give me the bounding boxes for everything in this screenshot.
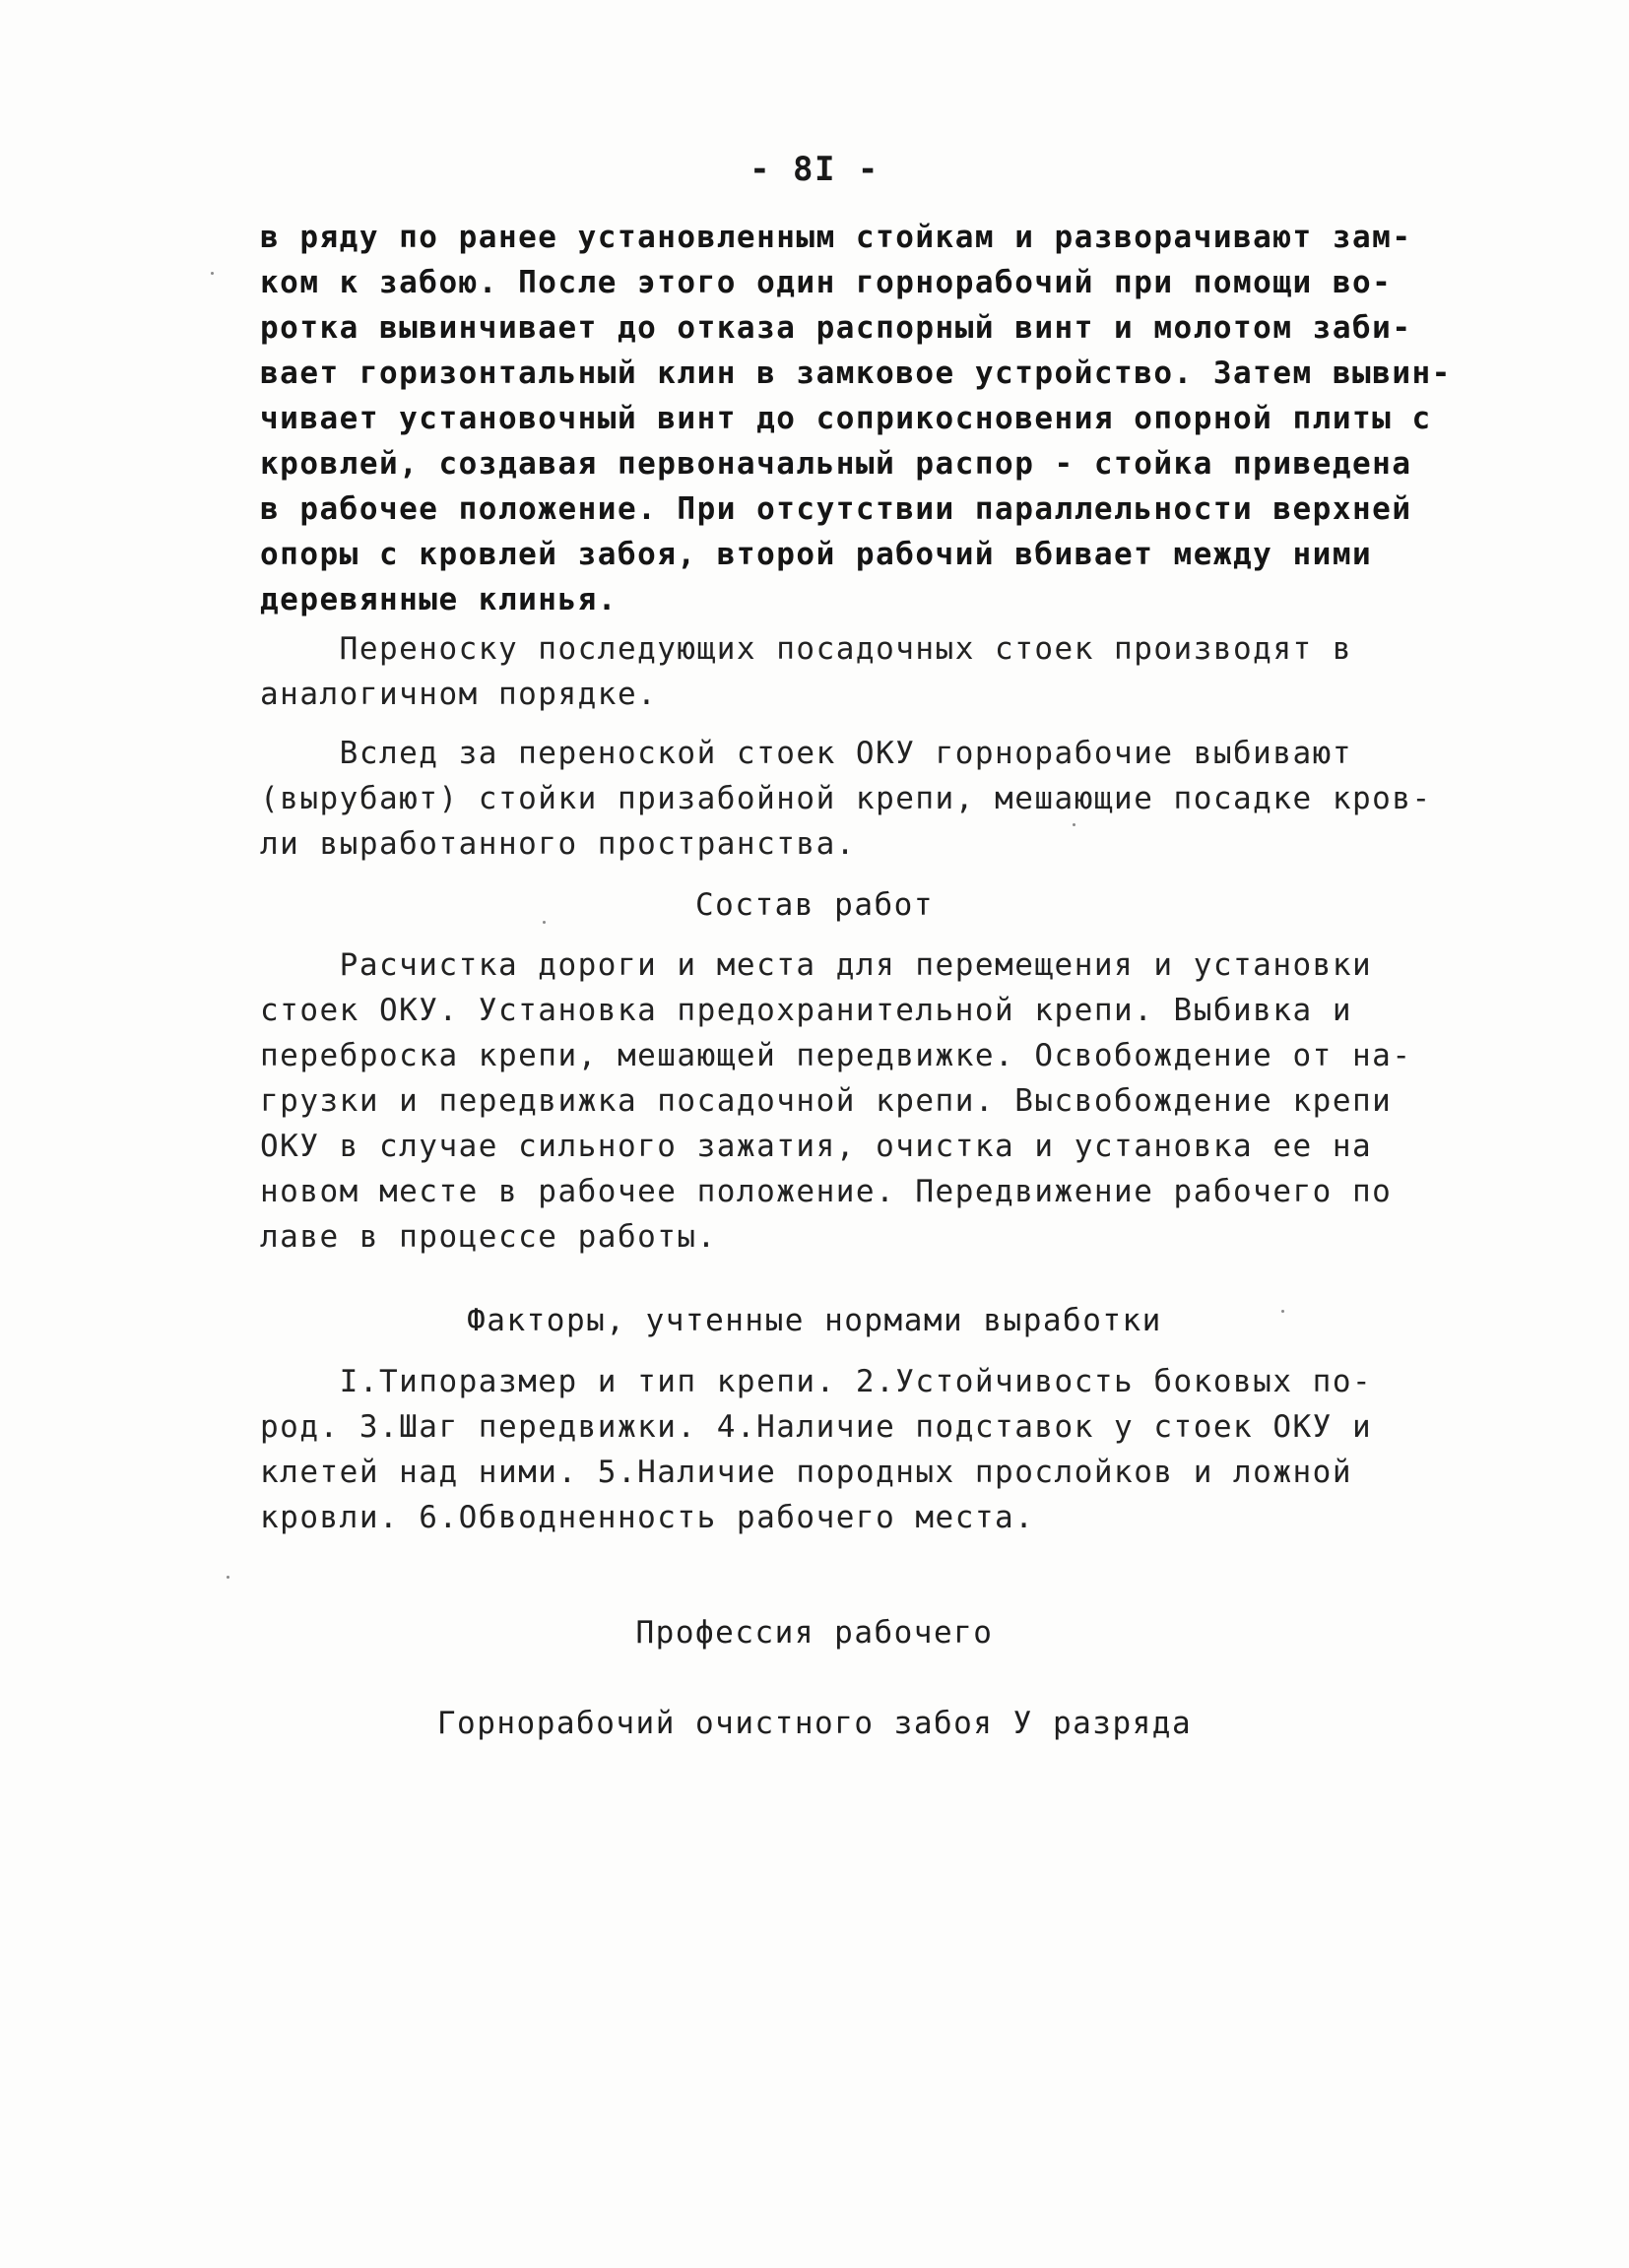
heading-composition-of-work: Состав работ: [695, 887, 934, 923]
text-line: Расчистка дороги и места для перемещения и установки: [260, 947, 1373, 983]
text-line: Переноску последующих посадочных стоек производят в: [260, 631, 1352, 667]
text-line: кровли. 6.Обводненность рабочего места.: [260, 1500, 1035, 1535]
text-line: новом месте в рабочее положение. Передвижение рабочего по: [260, 1174, 1393, 1209]
scan-speck: [543, 921, 546, 924]
text-line: лаве в процессе работы.: [260, 1219, 717, 1255]
page-number: - 8I -: [749, 150, 880, 189]
text-line: в ряду по ранее установленным стойкам и разворачивают зам-: [260, 220, 1412, 255]
text-line: ли выработанного пространства.: [260, 826, 856, 862]
text-line: I.Типоразмер и тип крепи. 2.Устойчивость боковых по-: [260, 1364, 1373, 1399]
heading-factors: Факторы, учтенные нормами выработки: [467, 1303, 1162, 1338]
text-line: Вслед за переноской стоек ОКУ горнорабочие выбивают: [260, 736, 1352, 771]
text-line: клетей над ними. 5.Наличие породных прослойков и ложной: [260, 1455, 1352, 1490]
text-line: чивает установочный винт до соприкосновения опорной плиты с: [260, 401, 1432, 436]
text-line: ротка вывинчивает до отказа распорный винт и молотом заби-: [260, 310, 1412, 346]
scan-speck: [211, 272, 214, 275]
paragraph-subsequent-props: [260, 626, 1402, 717]
worker-profession-value: Горнорабочий очистного забоя У разряда: [436, 1706, 1193, 1741]
text-line: опоры с кровлей забоя, второй рабочий вбивает между ними: [260, 537, 1373, 572]
text-line: аналогичном порядке.: [260, 677, 658, 712]
text-line: (вырубают) стойки призабойной крепи, мешающие посадке кров-: [260, 781, 1432, 816]
text-line: вает горизонтальный клин в замковое устройство. Затем вывин-: [260, 356, 1452, 391]
text-line: стоек ОКУ. Установка предохранительной крепи. Выбивка и: [260, 993, 1352, 1028]
heading-worker-profession: Профессия рабочего: [635, 1615, 994, 1651]
text-line: переброска крепи, мешающей передвижке. Освобождение от на-: [260, 1038, 1412, 1073]
text-line: в рабочее положение. При отсутствии параллельности верхней: [260, 491, 1412, 527]
text-line: ком к забою. После этого один горнорабочий при помощи во-: [260, 265, 1393, 300]
paragraph-installation-procedure: [260, 215, 1452, 622]
text-line: деревянные клинья.: [260, 582, 618, 617]
paragraph-knocking-out-props: [260, 731, 1432, 867]
text-line: ОКУ в случае сильного зажатия, очистка и установка ее на: [260, 1129, 1373, 1164]
text-line: кровлей, создавая первоначальный распор - стойка приведена: [260, 446, 1412, 482]
scan-speck: [1281, 1310, 1284, 1313]
paragraph-factors-list: [260, 1359, 1402, 1540]
scan-speck: [1073, 823, 1075, 826]
paragraph-composition-of-work: [260, 942, 1412, 1260]
text-line: грузки и передвижка посадочной крепи. Высвобождение крепи: [260, 1083, 1393, 1119]
scan-speck: [227, 1576, 229, 1579]
text-line: род. 3.Шаг передвижки. 4.Наличие подставок у стоек ОКУ и: [260, 1409, 1373, 1445]
